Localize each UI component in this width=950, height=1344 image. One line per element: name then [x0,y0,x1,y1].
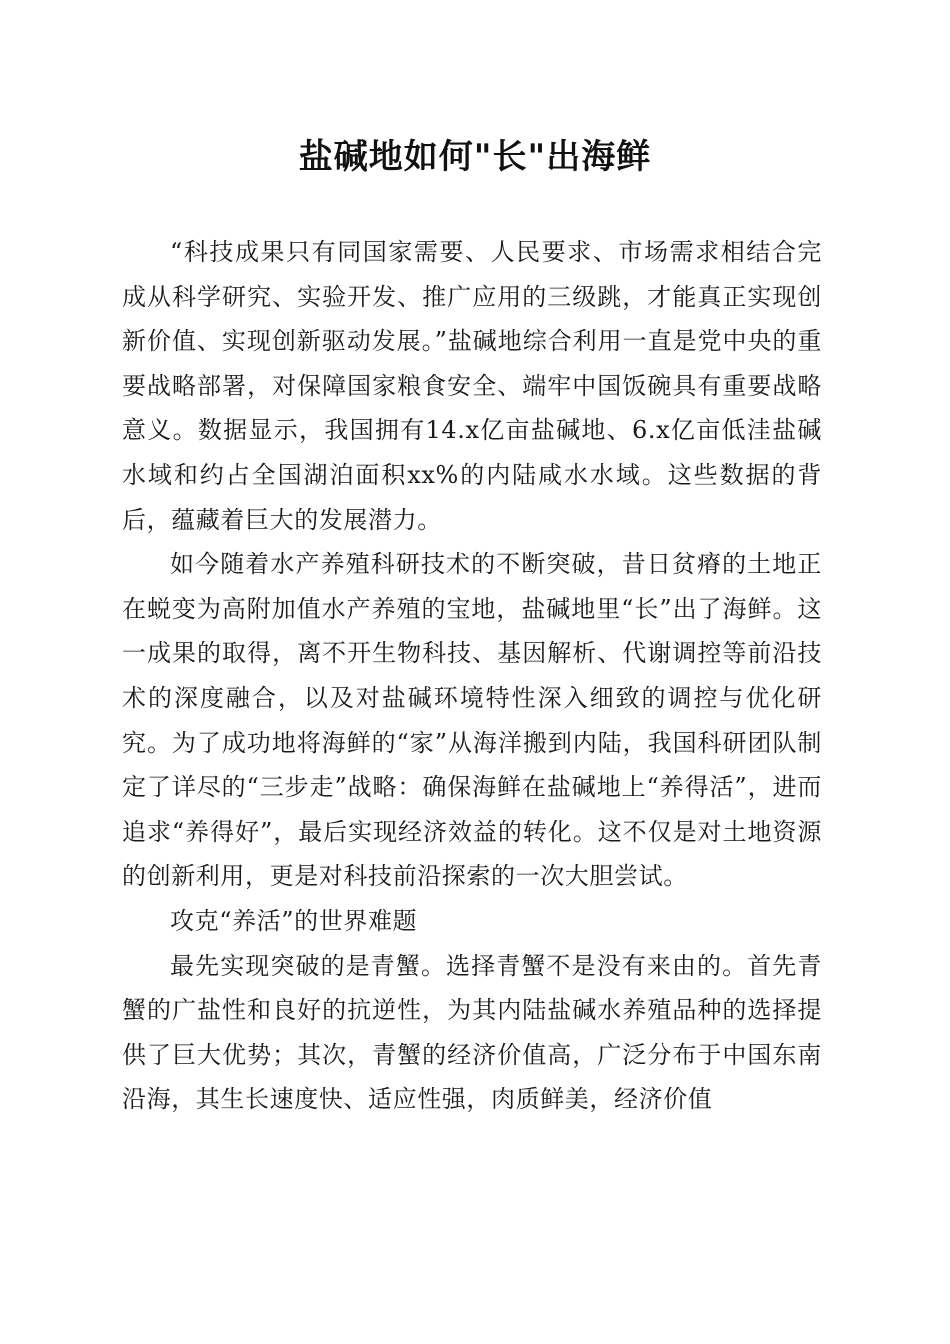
paragraph: 最先实现突破的是青蟹。选择青蟹不是没有来由的。首先青蟹的广盐性和良好的抗逆性，为其内陆盐碱水养殖品种的选择提供了巨大优势；其次，青蟹的经济价值高，广泛分布于中国东南沿海，其生长速度快、适应性强，肉质鲜美，经济价值 [122,951,822,1114]
document-title: 盐碱地如何"长"出海鲜 [298,137,652,177]
paragraph: 如今随着水产养殖科研技术的不断突破，昔日贫瘠的土地正在蜕变为高附加值水产养殖的宝地，盐碱地里“长”出了海鲜。这一成果的取得，离不开生物科技、基因解析、代谢调控等前沿技术的深度融合，以及对盐碱环境特性深入细致的调控与优化研究。为了成功地将海鲜的“家”从海洋搬到内陆，我国科研团队制定了详尽的“三步走”战略：确保海鲜在盐碱地上“养得活”，进而追求“养得好”，最后实现经济效益的转化。这不仅是对土地资源的创新利用，更是对科技前沿探索的一次大胆尝试。 [122,550,822,891]
paragraph: “科技成果只有同国家需要、人民要求、市场需求相结合完成从科学研究、实验开发、推广应用的三级跳，才能真正实现创新价值、实现创新驱动发展。”盐碱地综合利用一直是党中央的重要战略部署，对保障国家粮食安全、端牢中国饭碗具有重要战略意义。数据显示，我国拥有14.x亿亩盐碱地、6.x亿亩低洼盐碱水域和约占全国湖泊面积xx%的内陆咸水水域。这些数据的背后，蕴藏着巨大的发展潜力。 [122,238,822,534]
document-body [122,230,822,1122]
section-heading: 攻克“养活”的世界难题 [170,906,418,935]
